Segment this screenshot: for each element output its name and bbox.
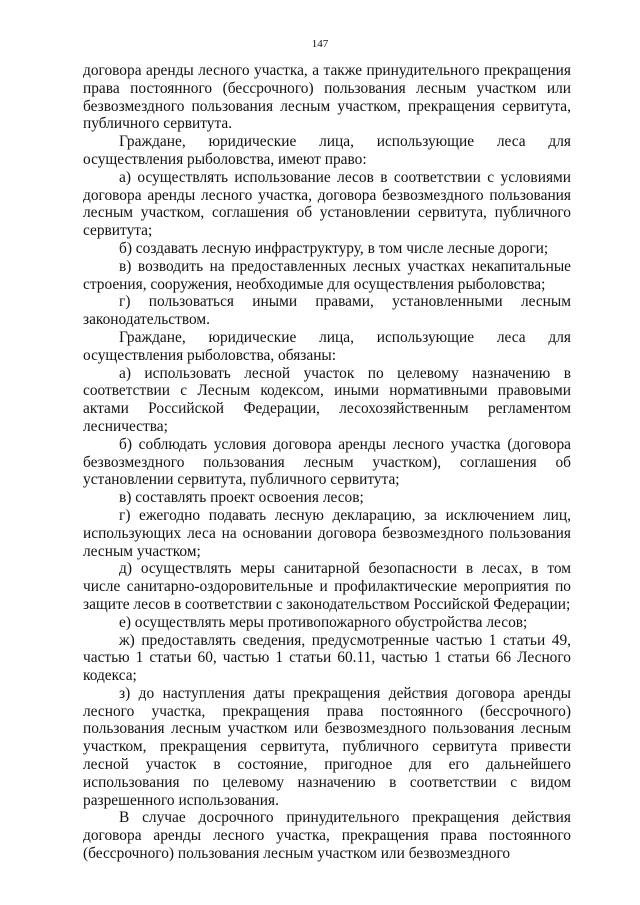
paragraph-continuation: договора аренды лесного участка, а также принудительного прекращения права постоянного (бессрочного) пользования лесным участком или безвозмездного пользования лесным участком, прекращения сервитута, публичного сервитута.: [83, 62, 571, 133]
paragraph-rights-intro: Граждане, юридические лица, использующие леса для осуществления рыболовства, имеют право:: [83, 133, 571, 168]
page-number: 147: [311, 38, 329, 50]
paragraph-duty-b: б) соблюдать условия договора аренды лесного участка (договора безвозмездного пользования лесным участком), соглашения об установлении сервитута, публичного сервитута;: [83, 435, 571, 489]
paragraph-duty-d: д) осуществлять меры санитарной безопасности в лесах, в том числе санитарно-оздоровительные и профилактические мероприятия по защите лесов в соответствии с законодательством Российской Федерации;: [83, 560, 571, 613]
paragraph-duty-e: е) осуществлять меры противопожарного обустройства лесов;: [119, 613, 528, 631]
paragraph-right-v: в) возводить на предоставленных лесных участках некапитальные строения, сооружения, необходимые для осуществления рыболовства;: [83, 257, 571, 293]
paragraph-right-b: б) создавать лесную инфраструктуру, в том числе лесные дороги;: [119, 239, 549, 257]
document-body: [83, 62, 571, 863]
paragraph-duty-z: з) до наступления даты прекращения действия договора аренды лесного участка, прекращения права постоянного (бессрочного) пользования лесным участком или безвозмездного пользования лесным участком, прекращения сервитута, публичного сервитута привести лесной участок в состояние, пригодное для его дальнейшего использования по целевому назначению в соответствии с видом разрешенного использования.: [83, 684, 571, 809]
paragraph-duty-v: в) составлять проект освоения лесов;: [119, 489, 364, 507]
paragraph-right-a: а) осуществлять использование лесов в соответствии с условиями договора аренды лесного участка, договора безвозмездного пользования лесным участком, соглашения об установлении сервитута, публичного сервитута;: [83, 168, 571, 240]
paragraph-duty-zh: ж) предоставлять сведения, предусмотренные частью 1 статьи 49, частью 1 статьи 60, частью 1 статьи 60.11, частью 1 статьи 66 Лесного кодекса;: [83, 631, 571, 685]
paragraph-right-g: г) пользоваться иными правами, установленными лесным законодательством.: [83, 293, 571, 329]
paragraph-duty-a: а) использовать лесной участок по целевому назначению в соответствии с Лесным кодексом, иными нормативными правовыми актами Российской Федерации, лесохозяйственным регламентом лесничества;: [83, 364, 571, 435]
paragraph-early-termination: В случае досрочного принудительного прекращения действия договора аренды лесного участка, прекращения права постоянного (бессрочного) пользования лесным участком или безвозмездного: [83, 809, 571, 863]
paragraph-duty-g: г) ежегодно подавать лесную декларацию, за исключением лиц, использующих леса на основании договора безвозмездного пользования лесным участком;: [83, 506, 571, 560]
paragraph-duties-intro: Граждане, юридические лица, использующие леса для осуществления рыболовства, обязаны:: [83, 328, 571, 364]
